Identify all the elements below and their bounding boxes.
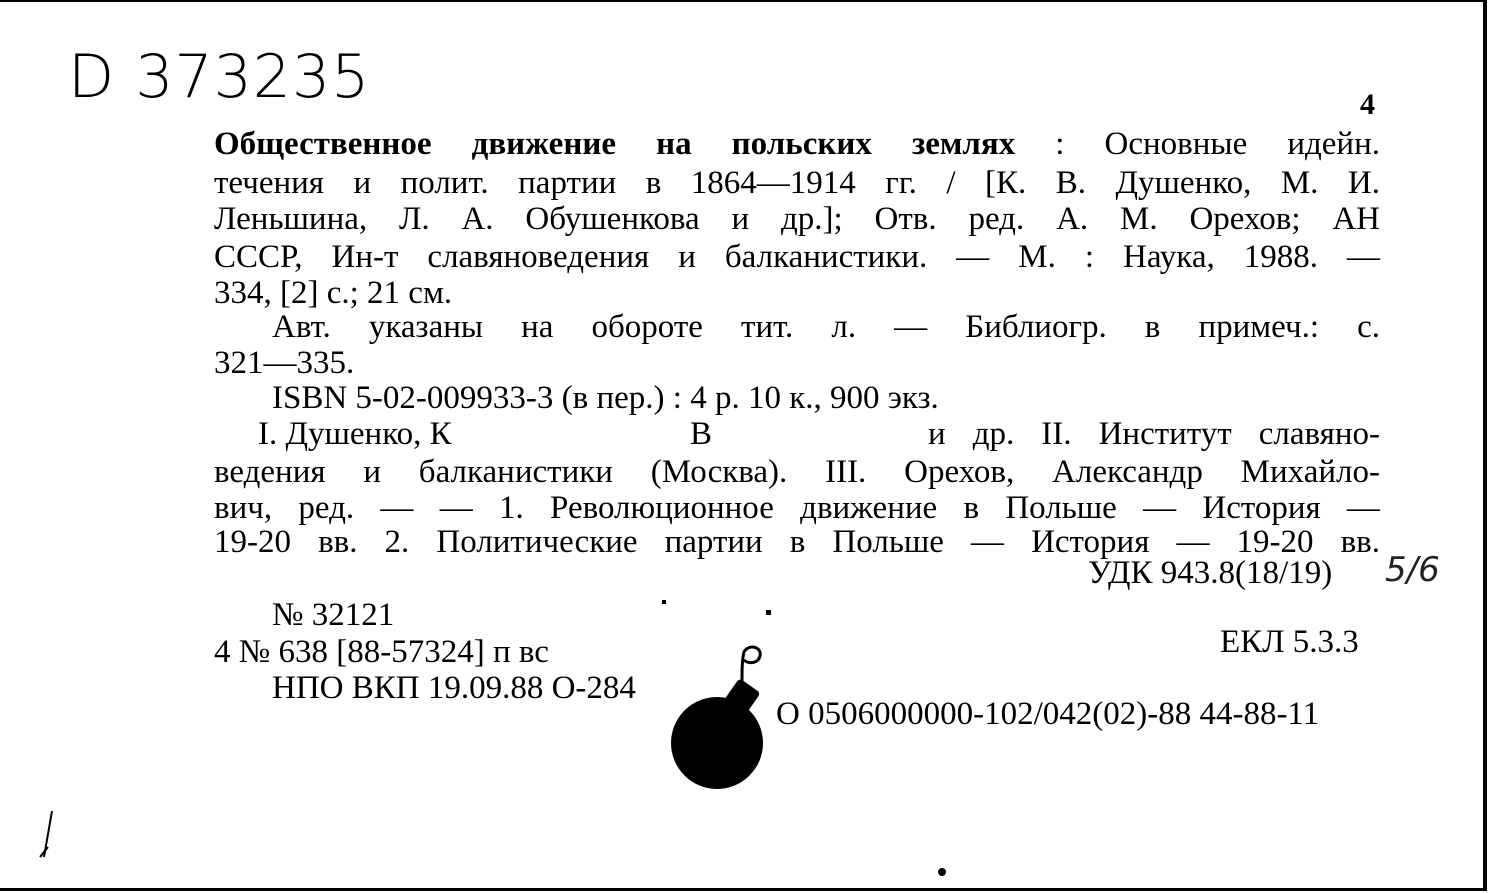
ekl-code: ЕКЛ 5.3.3 bbox=[1220, 624, 1359, 660]
subtitle: : Основные идейн. bbox=[1055, 126, 1380, 162]
book-title: Общественное движение на польских землях bbox=[214, 126, 1016, 162]
description-line-2: течения и полит. партии в 1864—1914 гг. / [К. В. Душенко, М. И. bbox=[214, 165, 1380, 201]
description-line-5: 334, [2] с.; 21 см. bbox=[214, 275, 453, 311]
dot-mark bbox=[938, 868, 946, 876]
tracing-line-2: ведения и балканистики (Москва). III. Орехов, Александр Михайло- bbox=[214, 454, 1380, 490]
record-code: О 0506000000-102/042(02)-88 44-88-11 bbox=[776, 696, 1320, 732]
corner-mark bbox=[30, 807, 70, 867]
speck-2 bbox=[766, 610, 771, 615]
description-line-4: СССР, Ин-т славяноведения и балканистики. — М. : Наука, 1988. — bbox=[214, 239, 1380, 275]
isbn-line: ISBN 5-02-009933-3 (в пер.) : 4 р. 10 к., 900 экз. bbox=[272, 380, 939, 416]
udk-handwritten: 5/6 bbox=[1385, 550, 1440, 590]
tracing-line-3: вич, ред. — — 1. Революционное движение в Польше — История — bbox=[214, 490, 1380, 526]
record-number: № 32121 bbox=[272, 597, 395, 633]
tracing-1b: В bbox=[690, 416, 713, 452]
tracing-line-4: 19-20 вв. 2. Политические партии в Польше — История — 19-20 вв. bbox=[214, 524, 1380, 560]
punch-hole-blot bbox=[671, 697, 763, 789]
record-line-3: НПО ВКП 19.09.88 О-284 bbox=[272, 670, 636, 706]
tracing-1a: I. Душенко, К bbox=[258, 416, 452, 452]
tracing-1c: и др. II. Институт славяно- bbox=[928, 416, 1380, 452]
call-number: D 373235 bbox=[68, 42, 371, 112]
card-number: 4 bbox=[1360, 88, 1375, 121]
speck bbox=[662, 600, 666, 604]
notes-line-2: 321—335. bbox=[214, 345, 355, 381]
description-line-3: Леньшина, Л. А. Обушенкова и др.]; Отв. ред. А. М. Орехов; АН bbox=[214, 201, 1380, 237]
description-line-1 bbox=[214, 126, 1380, 163]
record-line-2: 4 № 638 [88-57324] п вс bbox=[214, 634, 549, 670]
notes-line-1: Авт. указаны на обороте тит. л. — Библиогр. в примеч.: с. bbox=[272, 309, 1380, 345]
udk: УДК 943.8(18/19) bbox=[1088, 555, 1333, 591]
